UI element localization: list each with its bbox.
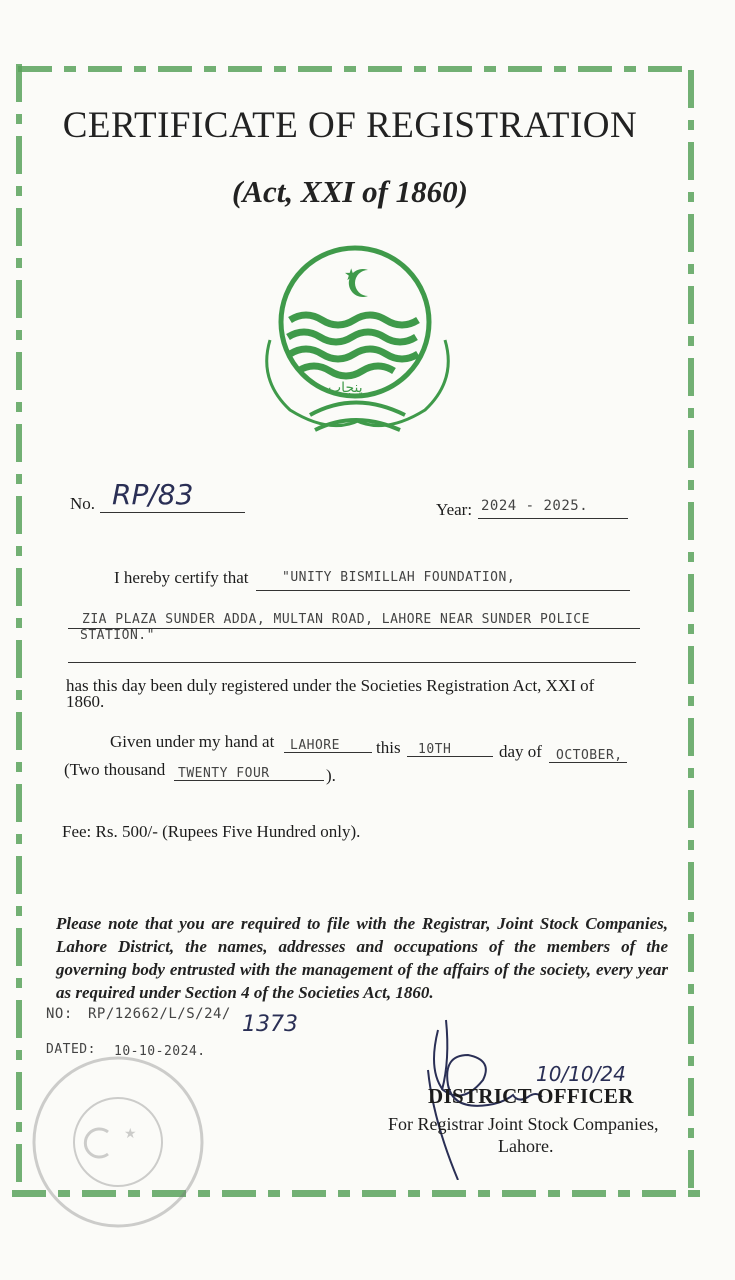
reg-no-rule [100,512,245,513]
org-line-3: STATION." [80,628,155,643]
certify-intro: I hereby certify that [114,568,249,587]
year-label: Year: [436,500,473,519]
given-label: Given under my hand at [110,732,275,751]
two-thousand-label: (Two thousand [64,760,166,779]
place-rule [284,752,372,753]
registered-line-1: has this day been duly registered under the Societies Registration Act, XXI of [66,676,595,695]
svg-text:پنجاب: پنجاب [328,380,363,396]
punjab-emblem-icon [250,240,465,445]
ref-no-label: NO: [46,1006,73,1022]
org-line-2: ZIA PLAZA SUNDER ADDA, MULTAN ROAD, LAHORE NEAR SUNDER POLICE [82,612,590,627]
year-words-rule [174,780,324,781]
org-rule-3 [68,662,636,663]
svg-text:★: ★ [344,265,359,284]
registrar-stamp-icon [28,1052,208,1232]
year-rule [478,518,628,519]
month-rule [549,762,627,763]
reg-no-label: No. [70,494,96,513]
dated-value: 10-10-2024. [114,1044,206,1059]
svg-text:★: ★ [124,1127,137,1142]
reg-no-value: RP/83 [112,478,194,511]
day-of-label: day of [499,742,542,761]
dated-label: DATED: [46,1042,96,1057]
org-rule-1 [256,590,630,591]
registrar-note: Please note that you are required to file with the Registrar, Joint Stock Companies, Lahore District, the names, addresses and occupations of the members of the governing body entrusted with the management of the affairs of the society, every year as required under Section 4 of the Societies Act, 1860. [56,914,668,1002]
signature-date: 10/10/24 [536,1062,626,1086]
given-place: LAHORE [290,738,340,753]
officer-city: Lahore. [498,1136,554,1156]
this-label: this [376,738,401,757]
org-line-1: "UNITY BISMILLAH FOUNDATION, [282,570,516,585]
border-left [16,64,22,1194]
registered-line-2: 1860. [66,692,105,711]
given-day: 10TH [418,742,452,757]
year-value: 2024 - 2025. [481,498,589,514]
certificate-subtitle: (Act, XXI of 1860) [232,174,468,209]
border-top [18,66,690,72]
given-close: ). [326,766,336,785]
day-rule [407,756,493,757]
ref-no-hand: 1373 [242,1012,298,1037]
given-year-words: TWENTY FOUR [178,766,270,781]
officer-title: DISTRICT OFFICER [428,1084,634,1108]
officer-for-line: For Registrar Joint Stock Companies, [388,1114,659,1134]
border-right [688,70,694,1190]
certificate-title: CERTIFICATE OF REGISTRATION [62,105,638,146]
ref-no-value: RP/12662/L/S/24/ [88,1006,231,1022]
given-month: OCTOBER, [556,748,623,763]
fee-text: Fee: Rs. 500/- (Rupees Five Hundred only). [62,822,361,841]
